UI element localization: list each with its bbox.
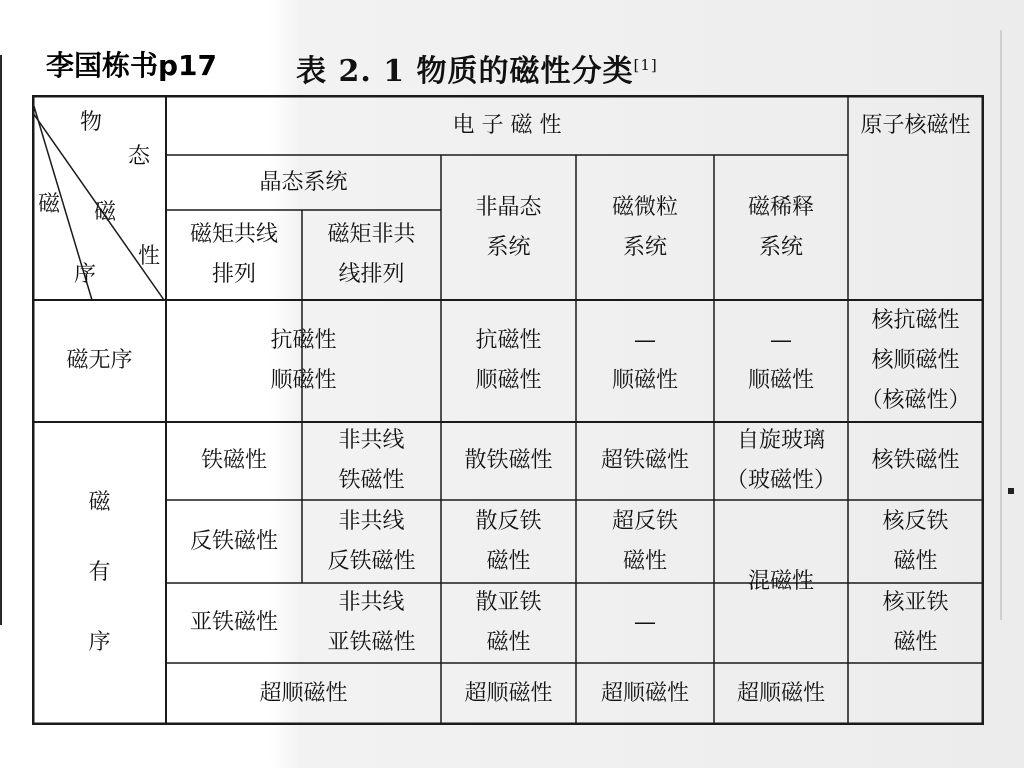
cell-antiferro-noncollinear-line2: 反铁磁性 bbox=[327, 548, 416, 574]
cell-antiferro-noncollinear bbox=[302, 500, 441, 583]
cell-antiferro-collinear: 反铁磁性 bbox=[189, 528, 278, 554]
corner-magnet-2: 磁 bbox=[94, 200, 117, 225]
cell-ferro-dilute-line1: 自旋玻璃 bbox=[736, 428, 825, 453]
header-noncollinear bbox=[302, 210, 441, 300]
corner-magnet-1: 磁 bbox=[38, 192, 61, 217]
header-dilute-line2: 系统 bbox=[758, 234, 803, 260]
cell-ferri-amorphous-line2: 磁性 bbox=[486, 630, 531, 655]
cell-antiferro-dilute: 混磁性 bbox=[747, 568, 814, 594]
cell-antiferro-noncollinear-line1: 非共线 bbox=[338, 508, 405, 534]
cell-antiferro-amorphous-line2: 磁性 bbox=[486, 548, 531, 574]
cell-ferro-dilute-line2: （玻磁性） bbox=[725, 468, 836, 493]
cell-ferri-fine-particle: — bbox=[634, 610, 656, 635]
header-noncollinear-line1: 磁矩非共 bbox=[327, 222, 416, 247]
header-fine-particle bbox=[576, 155, 714, 300]
cell-ferri-amorphous bbox=[441, 583, 576, 663]
header-collinear-line1: 磁矩共线 bbox=[189, 222, 278, 247]
cell-ferri-noncollinear bbox=[302, 583, 441, 663]
cell-antiferro-fine-particle-line2: 磁性 bbox=[622, 548, 667, 574]
header-amorphous-line2: 系统 bbox=[486, 234, 531, 260]
cell-disordered-fine-particle-line1: — bbox=[633, 328, 656, 353]
cell-disordered-nuclear-line2: 核顺磁性 bbox=[871, 348, 960, 373]
header-electron-magnetism: 电 子 磁 性 bbox=[452, 112, 562, 138]
cell-disordered-crystal-line2: 顺磁性 bbox=[270, 368, 337, 393]
header-nuclear-magnetism: 原子核磁性 bbox=[860, 112, 971, 138]
header-dilute-line1: 磁稀释 bbox=[747, 194, 814, 220]
cell-ferro-amorphous: 散铁磁性 bbox=[464, 448, 553, 473]
cell-disordered-dilute-line2: 顺磁性 bbox=[747, 368, 814, 393]
header-amorphous-line1: 非晶态 bbox=[475, 194, 542, 220]
group-ordered-char2: 有 bbox=[88, 560, 111, 585]
cell-ferro-noncollinear bbox=[302, 422, 441, 500]
slide-left-rule bbox=[0, 55, 2, 625]
header-noncollinear-line2: 线排列 bbox=[338, 262, 405, 287]
cell-disordered-nuclear-line3: （核磁性） bbox=[860, 388, 971, 413]
cell-ferri-amorphous-line1: 散亚铁 bbox=[475, 590, 542, 615]
cell-ferro-fine-particle: 超铁磁性 bbox=[600, 448, 689, 473]
group-ordered-char3: 序 bbox=[88, 630, 111, 655]
corner-order: 序 bbox=[74, 262, 97, 287]
cell-antiferro-fine-particle-line1: 超反铁 bbox=[611, 508, 678, 534]
cell-disordered-amorphous-line1: 抗磁性 bbox=[475, 328, 542, 353]
cell-ferro-collinear: 铁磁性 bbox=[200, 448, 267, 473]
header-dilute bbox=[714, 155, 848, 300]
table-caption-ref: [1] bbox=[633, 56, 658, 74]
cell-disordered-nuclear bbox=[848, 300, 983, 422]
cell-superpara-crystal: 超顺磁性 bbox=[259, 680, 348, 706]
cell-disordered-fine-particle-line2: 顺磁性 bbox=[611, 368, 678, 393]
magnetism-classification-table bbox=[32, 95, 984, 725]
group-ordered-char1: 磁 bbox=[88, 490, 111, 515]
cell-disordered-fine-particle bbox=[576, 300, 714, 422]
header-amorphous bbox=[441, 155, 576, 300]
header-crystal-system: 晶态系统 bbox=[259, 169, 348, 195]
corner-state-1: 物 bbox=[80, 110, 103, 135]
cell-ferro-noncollinear-line1: 非共线 bbox=[338, 428, 405, 453]
cell-superpara-fine-particle: 超顺磁性 bbox=[600, 680, 689, 706]
cell-ferro-nuclear: 核铁磁性 bbox=[871, 448, 960, 473]
cell-disordered-crystal-line1: 抗磁性 bbox=[270, 328, 337, 353]
header-collinear-line2: 排列 bbox=[211, 262, 256, 287]
cell-ferri-nuclear-line2: 磁性 bbox=[893, 630, 938, 655]
cell-ferri-nuclear bbox=[848, 583, 983, 663]
cell-disordered-amorphous bbox=[441, 300, 576, 422]
cell-antiferro-fine-particle bbox=[576, 500, 714, 583]
cell-antiferro-nuclear-line1: 核反铁 bbox=[882, 508, 949, 534]
page-edge-rule bbox=[1000, 30, 1002, 620]
header-fine-particle-line2: 系统 bbox=[622, 234, 667, 260]
corner-state-2: 态 bbox=[128, 144, 151, 169]
book-reference: 李国栋书p17 bbox=[46, 49, 218, 82]
cell-superpara-amorphous: 超顺磁性 bbox=[464, 680, 553, 706]
cell-antiferro-nuclear bbox=[848, 500, 983, 583]
header-collinear bbox=[166, 210, 302, 300]
cell-ferri-collinear: 亚铁磁性 bbox=[189, 610, 278, 635]
corner-magnet-3: 性 bbox=[138, 244, 161, 269]
table-caption-title: 表 2. 1 物质的磁性分类 bbox=[296, 54, 634, 89]
header-fine-particle-line1: 磁微粒 bbox=[611, 194, 678, 220]
cell-disordered-dilute-line1: — bbox=[769, 328, 792, 353]
cell-antiferro-amorphous bbox=[441, 500, 576, 583]
cell-ferri-noncollinear-line1: 非共线 bbox=[338, 590, 405, 615]
group-disordered: 磁无序 bbox=[66, 348, 133, 373]
cell-ferri-nuclear-line1: 核亚铁 bbox=[882, 590, 949, 615]
cell-disordered-dilute bbox=[714, 300, 848, 422]
cell-antiferro-amorphous-line1: 散反铁 bbox=[475, 508, 542, 534]
cell-ferri-noncollinear-line2: 亚铁磁性 bbox=[327, 630, 416, 655]
cell-disordered-crystal bbox=[166, 300, 441, 422]
cell-ferro-dilute bbox=[714, 422, 848, 500]
cell-superpara-dilute: 超顺磁性 bbox=[736, 680, 825, 706]
group-ordered bbox=[33, 422, 166, 724]
bullet-mark bbox=[1008, 488, 1014, 494]
cell-antiferro-nuclear-line2: 磁性 bbox=[893, 548, 938, 574]
cell-disordered-nuclear-line1: 核抗磁性 bbox=[871, 308, 960, 333]
cell-ferro-noncollinear-line2: 铁磁性 bbox=[338, 468, 405, 493]
cell-disordered-amorphous-line2: 顺磁性 bbox=[475, 368, 542, 393]
table-caption bbox=[296, 46, 658, 90]
